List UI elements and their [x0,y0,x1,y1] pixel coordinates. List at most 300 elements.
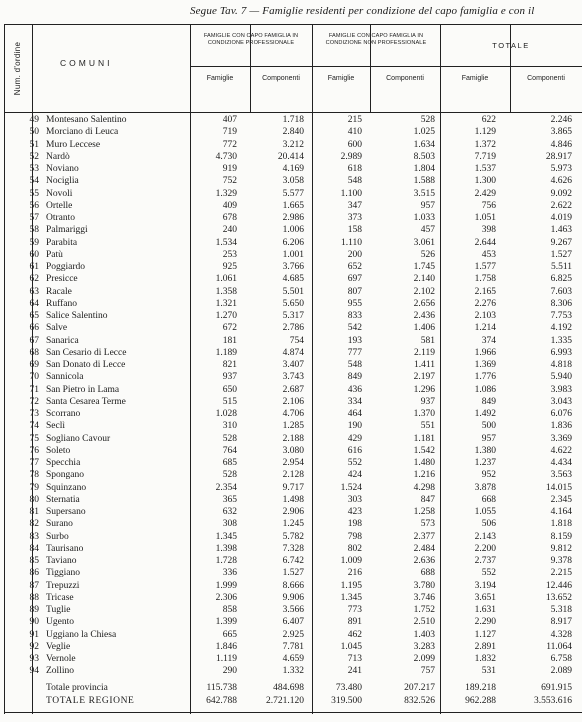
cell-componenti-nonprof: 1.258 [413,507,435,517]
cell-componenti-totale: 1.527 [550,249,572,260]
row-number: 57 [29,213,39,223]
cell-famiglie-prof: 2.354 [215,482,237,493]
cell-componenti-nonprof: 1.033 [413,213,435,223]
table-row [0,616,582,628]
cell-famiglie-prof: 1.999 [215,580,237,591]
cell-famiglie-prof: 1.321 [215,298,237,309]
comune-name: Presicce [46,274,78,285]
row-number: 78 [29,470,39,481]
total-row-regione [0,695,582,708]
cell-componenti-totale: 7.603 [550,286,572,297]
cell-famiglie-prof: 1.728 [215,556,237,566]
cell-famiglie-nonprof: 773 [347,605,362,615]
cell-componenti-prof: 1.527 [282,568,304,579]
comune-name: San Donato di Lecce [46,360,126,370]
cell-componenti-totale: 1.335 [550,335,572,346]
cell-componenti-prof: 4.874 [282,347,304,358]
cell-famiglie-nonprof: 193 [347,335,362,346]
cell-componenti-totale: 12.446 [545,580,572,591]
cell-componenti-nonprof: 2.510 [413,617,435,628]
cell-componenti-nonprof: 551 [420,421,435,432]
comune-name: Sternatia [46,494,80,505]
group-header-professional: FAMIGLIE CON CAPO FAMIGLIA IN CONDIZIONE PROFESSIONALE [203,33,299,46]
cell-famiglie-totale: 2.200 [474,543,496,554]
cell-componenti-prof: 2.925 [282,629,304,640]
cell-componenti-nonprof: 832.526 [404,696,435,706]
row-number: 69 [29,360,39,370]
cell-componenti-nonprof: 937 [420,396,435,407]
cell-famiglie-nonprof: 600 [347,139,362,150]
comune-name: Salice Salentino [46,311,108,321]
cell-componenti-totale: 4.622 [550,445,572,456]
comune-name: Vernole [46,654,76,664]
cell-famiglie-prof: 719 [222,127,237,138]
cell-componenti-prof: 20.414 [277,151,304,162]
cell-componenti-nonprof: 3.515 [413,188,435,199]
cell-famiglie-prof: 642.788 [206,696,237,706]
comune-name: Noviano [46,164,79,174]
cell-componenti-nonprof: 757 [420,666,435,677]
cell-famiglie-prof: 4.730 [215,151,237,162]
cell-componenti-totale: 13.652 [545,592,572,603]
cell-componenti-nonprof: 1.411 [413,360,435,370]
cell-componenti-prof: 4.659 [282,654,304,664]
cell-componenti-prof: 2.721.120 [266,696,304,706]
table-row [0,543,582,555]
comune-name: Salve [46,323,68,334]
cell-famiglie-totale: 2.644 [474,237,496,248]
cell-famiglie-totale: 1.372 [474,139,496,150]
table-row [0,506,582,518]
table-row [0,298,582,310]
comune-name: Trepuzzi [46,580,80,591]
table-row [0,653,582,665]
row-number: 89 [29,605,39,615]
cell-componenti-totale: 1.463 [550,225,572,236]
cell-componenti-totale: 5.318 [550,605,572,615]
cell-famiglie-totale: 1.127 [474,629,496,640]
cell-famiglie-nonprof: 618 [347,164,362,174]
row-number: 80 [29,494,39,505]
cell-famiglie-totale: 2.290 [474,617,496,628]
table-row [0,151,582,163]
table-row [0,433,582,445]
comune-name: Scorrano [46,409,81,419]
comune-name: Uggiano la Chiesa [46,629,117,640]
cell-famiglie-prof: 1.358 [215,286,237,297]
cell-componenti-prof: 3.566 [282,605,304,615]
table-row [0,408,582,420]
cell-componenti-totale: 9.092 [550,188,572,199]
table-row [0,273,582,285]
cell-componenti-prof: 5.650 [282,298,304,309]
cell-famiglie-totale: 1.086 [474,384,496,395]
cell-famiglie-totale: 500 [481,421,496,432]
cell-componenti-nonprof: 1.804 [413,164,435,174]
comune-name: Muro Leccese [46,139,101,150]
comune-name: Santa Cesarea Terme [46,396,126,407]
cell-famiglie-totale: 962.288 [465,696,496,706]
cell-componenti-prof: 2.786 [282,323,304,334]
cell-componenti-prof: 4.706 [282,409,304,419]
cell-componenti-prof: 1.665 [282,200,304,211]
cell-componenti-prof: 1.006 [282,225,304,236]
cell-famiglie-nonprof: 552 [347,458,362,468]
table-row [0,420,582,432]
cell-famiglie-nonprof: 891 [347,617,362,628]
cell-componenti-nonprof: 3.061 [413,237,435,248]
cell-componenti-totale: 4.019 [550,213,572,223]
cell-componenti-totale: 4.434 [550,458,572,468]
cell-componenti-prof: 2.687 [282,384,304,395]
cell-componenti-nonprof: 957 [420,200,435,211]
total-label: Totale provincia [46,683,108,693]
cell-famiglie-nonprof: 373 [347,213,362,223]
comune-name: Poggiardo [46,262,86,272]
cell-componenti-totale: 28.917 [545,151,572,162]
cell-componenti-nonprof: 1.634 [413,139,435,150]
cell-famiglie-prof: 1.329 [215,188,237,199]
cell-componenti-totale: 3.983 [550,384,572,395]
table-row [0,592,582,604]
table-row [0,237,582,249]
cell-famiglie-prof: 678 [222,213,237,223]
cell-famiglie-nonprof: 542 [347,323,362,334]
cell-famiglie-nonprof: 849 [347,372,362,383]
row-number: 81 [29,507,39,517]
table-row [0,567,582,579]
comune-name: Novoli [46,188,73,199]
cell-famiglie-nonprof: 833 [347,311,362,321]
cell-componenti-totale: 2.345 [550,494,572,505]
cell-componenti-nonprof: 1.370 [413,409,435,419]
cell-componenti-nonprof: 2.484 [413,543,435,554]
cell-famiglie-nonprof: 2.989 [340,151,362,162]
table-row [0,359,582,371]
row-number: 73 [29,409,39,419]
table-row [0,384,582,396]
cell-famiglie-nonprof: 1.110 [340,237,362,248]
cell-componenti-prof: 4.169 [282,164,304,174]
column-header-number: Num. d'ordine [13,41,23,95]
cell-famiglie-totale: 2.891 [474,641,496,652]
cell-componenti-nonprof: 1.480 [413,458,435,468]
cell-componenti-nonprof: 1.403 [413,629,435,640]
comune-name: Nociglia [46,176,79,187]
cell-componenti-nonprof: 2.197 [413,372,435,383]
cell-componenti-nonprof: 2.102 [413,286,435,297]
table-caption: Segue Tav. 7 — Famiglie residenti per condizione del capo famiglia e con il [190,5,535,17]
row-number: 67 [29,335,39,346]
comune-name: Sogliano Cavour [46,433,111,444]
cell-componenti-prof: 7.781 [282,641,304,652]
cell-componenti-nonprof: 2.636 [413,556,435,566]
cell-componenti-totale: 3.043 [550,396,572,407]
cell-famiglie-prof: 515 [222,396,237,407]
table-row [0,175,582,187]
cell-componenti-totale: 3.553.616 [534,696,572,706]
cell-componenti-prof: 3.766 [282,262,304,272]
cell-componenti-nonprof: 1.745 [413,262,435,272]
cell-famiglie-totale: 1.051 [474,213,496,223]
cell-famiglie-nonprof: 190 [347,421,362,432]
cell-famiglie-prof: 253 [222,249,237,260]
cell-famiglie-nonprof: 807 [347,286,362,297]
cell-famiglie-nonprof: 424 [347,470,362,481]
comune-name: Parabita [46,237,78,248]
cell-componenti-prof: 9.717 [282,482,304,493]
table-bottom-rule [4,712,582,713]
row-number: 63 [29,286,39,297]
cell-componenti-prof: 8.666 [282,580,304,591]
cell-famiglie-prof: 2.306 [215,592,237,603]
cell-componenti-nonprof: 3.283 [413,641,435,652]
row-number: 51 [29,139,39,150]
cell-famiglie-totale: 531 [481,666,496,677]
row-number: 49 [29,115,39,125]
comune-name: Taviano [46,556,77,566]
cell-famiglie-prof: 528 [222,470,237,481]
cell-componenti-prof: 5.501 [282,286,304,297]
cell-famiglie-prof: 937 [222,372,237,383]
comune-name: Surbo [46,531,69,542]
comune-name: Morciano di Leuca [46,127,119,138]
cell-famiglie-prof: 365 [222,494,237,505]
cell-famiglie-totale: 1.631 [474,605,496,615]
cell-famiglie-nonprof: 436 [347,384,362,395]
table-row [0,531,582,543]
row-number: 84 [29,543,39,554]
table-row [0,139,582,151]
subheader-componenti: Componenti [262,75,300,82]
cell-componenti-totale: 8.306 [550,298,572,309]
comune-name: Tiggiano [46,568,80,579]
cell-famiglie-totale: 552 [481,568,496,579]
comune-name: Tricase [46,592,74,603]
row-number: 86 [29,568,39,579]
cell-componenti-nonprof: 4.298 [413,482,435,493]
cell-famiglie-totale: 1.055 [474,507,496,517]
comune-name: Surano [46,519,73,530]
cell-componenti-nonprof: 1.542 [413,445,435,456]
cell-famiglie-totale: 1.758 [474,274,496,285]
comune-name: Ruffano [46,298,77,309]
comune-name: Patù [46,249,63,260]
table-row [0,310,582,322]
group-header-rule [190,66,582,67]
row-number: 90 [29,617,39,628]
cell-famiglie-totale: 1.369 [474,360,496,370]
cell-componenti-totale: 9.267 [550,237,572,248]
table-row [0,445,582,457]
cell-famiglie-nonprof: 548 [347,176,362,187]
table-row [0,604,582,616]
cell-componenti-totale: 7.753 [550,311,572,321]
cell-famiglie-nonprof: 798 [347,531,362,542]
table-row [0,212,582,224]
cell-famiglie-prof: 632 [222,507,237,517]
cell-famiglie-totale: 1.537 [474,164,496,174]
table-body [0,114,582,678]
cell-componenti-prof: 9.906 [282,592,304,603]
cell-famiglie-totale: 3.194 [474,580,496,591]
cell-famiglie-totale: 398 [481,225,496,236]
cell-famiglie-prof: 290 [222,666,237,677]
cell-componenti-prof: 3.407 [282,360,304,370]
row-number: 55 [29,188,39,199]
cell-famiglie-totale: 2.276 [474,298,496,309]
cell-famiglie-totale: 1.832 [474,654,496,664]
cell-famiglie-nonprof: 429 [347,433,362,444]
comune-name: Spongano [46,470,84,481]
cell-famiglie-totale: 622 [481,115,496,125]
cell-componenti-totale: 6.825 [550,274,572,285]
cell-famiglie-totale: 756 [481,200,496,211]
cell-famiglie-totale: 1.237 [474,458,496,468]
cell-famiglie-totale: 1.380 [474,445,496,456]
cell-famiglie-totale: 957 [481,433,496,444]
table-row [0,224,582,236]
row-number: 68 [29,347,39,358]
table-row [0,396,582,408]
cell-famiglie-prof: 115.738 [206,683,237,693]
cell-componenti-nonprof: 457 [420,225,435,236]
cell-famiglie-prof: 240 [222,225,237,236]
table-row [0,249,582,261]
cell-componenti-totale: 4.164 [550,507,572,517]
comune-name: Veglie [46,641,71,652]
cell-componenti-prof: 1.498 [282,494,304,505]
comune-name: Sanarica [46,335,79,346]
cell-famiglie-prof: 1.270 [215,311,237,321]
cell-componenti-prof: 1.001 [282,249,304,260]
cell-componenti-totale: 3.563 [550,470,572,481]
row-number: 70 [29,372,39,383]
cell-famiglie-prof: 528 [222,433,237,444]
table-row [0,335,582,347]
comune-name: San Pietro in Lama [46,384,120,395]
row-number: 65 [29,311,39,321]
cell-componenti-nonprof: 2.436 [413,311,435,321]
cell-componenti-prof: 5.317 [282,311,304,321]
cell-famiglie-nonprof: 303 [347,494,362,505]
cell-componenti-totale: 9.378 [550,556,572,566]
row-number: 79 [29,482,39,493]
row-number: 83 [29,531,39,542]
table-row [0,469,582,481]
cell-famiglie-totale: 374 [481,335,496,346]
cell-famiglie-nonprof: 1.009 [340,556,362,566]
cell-famiglie-prof: 764 [222,445,237,456]
cell-componenti-totale: 2.089 [550,666,572,677]
cell-famiglie-totale: 1.776 [474,372,496,383]
cell-componenti-totale: 2.215 [550,568,572,579]
group-header-totale: TOTALE [492,41,530,50]
cell-famiglie-prof: 685 [222,458,237,468]
cell-famiglie-nonprof: 652 [347,262,362,272]
comune-name: Zollino [46,666,74,677]
table-row [0,665,582,677]
cell-famiglie-prof: 308 [222,519,237,530]
cell-famiglie-nonprof: 713 [347,654,362,664]
cell-componenti-nonprof: 847 [420,494,435,505]
subheader-famiglie: Famiglie [327,75,355,82]
row-number: 50 [29,127,39,138]
cell-famiglie-nonprof: 697 [347,274,362,285]
comune-name: Specchia [46,458,81,468]
cell-componenti-prof: 484.698 [273,683,304,693]
cell-componenti-prof: 2.106 [282,396,304,407]
cell-componenti-nonprof: 526 [420,249,435,260]
cell-famiglie-nonprof: 1.100 [340,188,362,199]
cell-componenti-totale: 691.915 [541,683,572,693]
table-row [0,188,582,200]
cell-componenti-prof: 2.840 [282,127,304,138]
total-label: TOTALE REGIONE [46,696,135,706]
cell-famiglie-totale: 952 [481,470,496,481]
table-row [0,580,582,592]
cell-componenti-totale: 4.818 [550,360,572,370]
cell-famiglie-totale: 2.737 [474,556,496,566]
comune-name: Sannicola [46,372,84,383]
row-number: 52 [29,151,39,162]
comune-name: Taurisano [46,543,84,554]
cell-famiglie-prof: 1.119 [215,654,237,664]
table-row [0,494,582,506]
cell-famiglie-nonprof: 423 [347,507,362,517]
cell-famiglie-nonprof: 410 [347,127,362,138]
table-row [0,322,582,334]
cell-famiglie-totale: 1.129 [474,127,496,138]
cell-famiglie-totale: 1.966 [474,347,496,358]
row-number: 77 [29,458,39,468]
cell-famiglie-totale: 1.300 [474,176,496,187]
total-row-provincia [0,682,582,695]
row-number: 64 [29,298,39,309]
column-divider [510,24,511,112]
cell-famiglie-prof: 858 [222,605,237,615]
row-number: 71 [29,384,39,395]
cell-componenti-nonprof: 2.377 [413,531,435,542]
cell-famiglie-nonprof: 1.345 [340,592,362,603]
cell-famiglie-prof: 1.028 [215,409,237,419]
cell-famiglie-totale: 1.492 [474,409,496,419]
cell-componenti-prof: 1.332 [282,666,304,677]
comune-name: Racale [46,286,72,297]
row-number: 92 [29,641,39,652]
cell-componenti-prof: 5.577 [282,188,304,199]
cell-componenti-nonprof: 581 [420,335,435,346]
cell-famiglie-totale: 2.165 [474,286,496,297]
subheader-componenti: Componenti [527,75,565,82]
cell-famiglie-totale: 189.218 [465,683,496,693]
row-number: 66 [29,323,39,334]
cell-famiglie-nonprof: 319.500 [331,696,362,706]
cell-componenti-nonprof: 1.588 [413,176,435,187]
cell-famiglie-totale: 453 [481,249,496,260]
table-row [0,163,582,175]
cell-componenti-totale: 4.626 [550,176,572,187]
cell-famiglie-totale: 1.214 [474,323,496,334]
table-row [0,457,582,469]
cell-componenti-prof: 5.782 [282,531,304,542]
comune-name: Otranto [46,213,76,223]
cell-componenti-prof: 754 [289,335,304,346]
cell-componenti-totale: 6.993 [550,347,572,358]
cell-famiglie-nonprof: 347 [347,200,362,211]
table-row [0,286,582,298]
table-row [0,629,582,641]
